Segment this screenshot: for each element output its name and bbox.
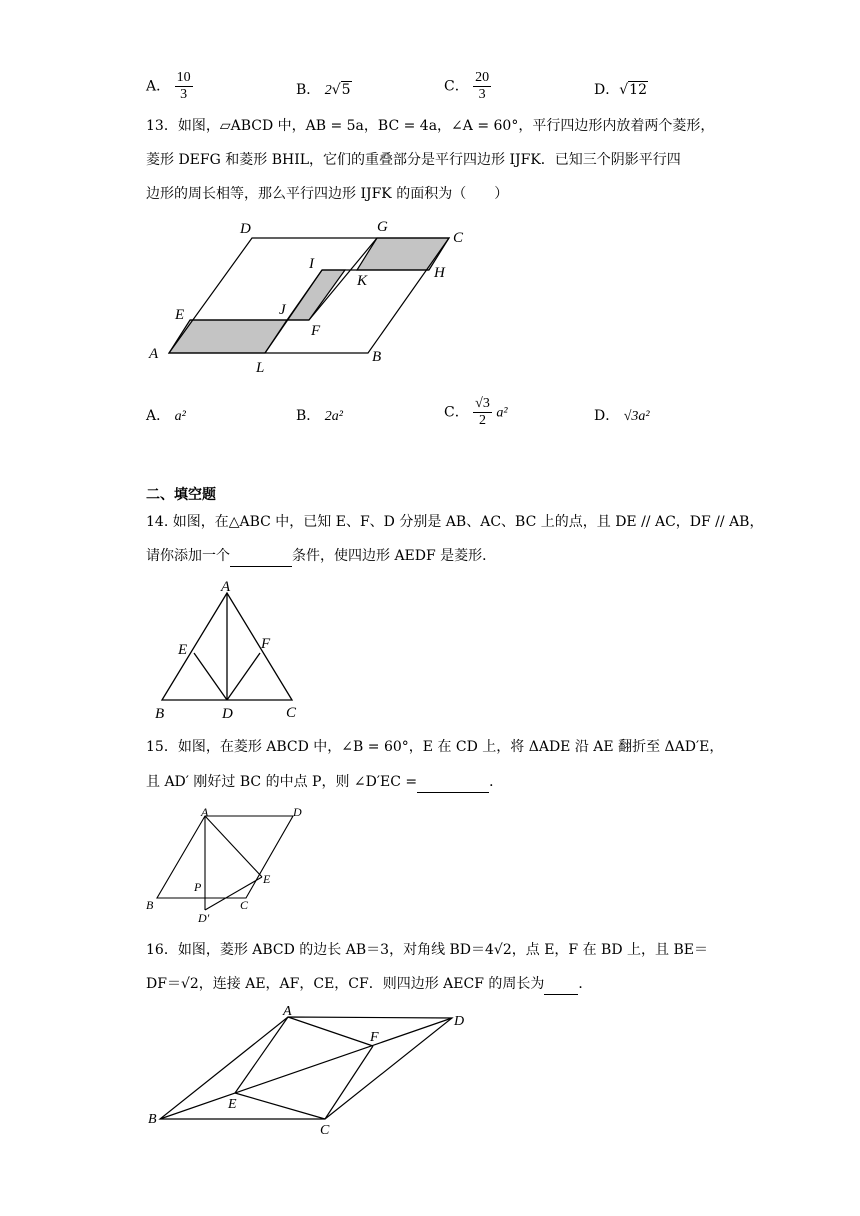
segment-af xyxy=(288,1017,373,1046)
option-value: 2a² xyxy=(324,409,343,424)
label-d: D xyxy=(222,706,233,722)
q13-option-b xyxy=(296,405,343,425)
label-d-prime: D′ xyxy=(198,911,210,925)
fraction xyxy=(175,70,193,103)
option-label: B． xyxy=(296,82,321,98)
answer-blank[interactable] xyxy=(544,974,578,995)
segment-fd xyxy=(227,653,260,700)
q14-line-1: 14. 如图，在△ABC 中，已知 E、F、D 分别是 AB、AC、BC 上的点，且 DE // AC，DF // AB， xyxy=(146,514,764,530)
label-a: A xyxy=(283,1004,292,1019)
radicand: 5 xyxy=(341,82,351,98)
label-f: F xyxy=(261,636,271,652)
label-p: P xyxy=(194,880,202,894)
shaded-parallelogram-ijfk xyxy=(287,270,345,320)
label-b: B xyxy=(146,898,154,912)
segment-ae xyxy=(235,1017,288,1093)
label-i: I xyxy=(309,256,314,272)
label-d: D xyxy=(293,805,302,819)
label-e: E xyxy=(178,642,188,658)
option-label: D． xyxy=(594,82,620,98)
numerator: 20 xyxy=(475,70,490,85)
option-label: D． xyxy=(594,408,620,424)
segment-ce xyxy=(235,1093,325,1119)
q13-figure xyxy=(140,215,480,375)
label-d: D xyxy=(240,221,251,237)
segment-d-prime-e xyxy=(205,877,262,910)
q13-line-3: 边形的周长相等，那么平行四边形 IJFK 的面积为（ ） xyxy=(146,186,509,202)
text: 且 AD′ 刚好过 BC 的中点 P，则 ∠D′EC = xyxy=(146,774,418,790)
label-a: A xyxy=(201,805,209,819)
option-value: a² xyxy=(174,409,186,424)
option-value: √3a² xyxy=(623,409,650,424)
denominator: 2 xyxy=(479,413,487,428)
coefficient: 2 xyxy=(324,83,332,98)
label-f: F xyxy=(370,1030,379,1045)
label-e: E xyxy=(228,1097,237,1112)
fraction xyxy=(473,70,491,103)
label-h: H xyxy=(434,265,445,281)
label-a: A xyxy=(149,346,159,362)
shaded-parallelogram-aefe xyxy=(169,320,287,353)
diagonal-bd xyxy=(160,1018,452,1119)
q12-option-d: D．√12 xyxy=(594,82,647,98)
q13-option-c xyxy=(444,396,508,429)
text: 请你添加一个 xyxy=(146,548,230,564)
q16-figure xyxy=(140,1000,480,1140)
q13-option-a xyxy=(146,405,186,425)
numerator: 10 xyxy=(176,70,191,85)
option-label: C． xyxy=(444,78,469,95)
section-title: 二、填空题 xyxy=(146,487,216,503)
label-c: C xyxy=(320,1123,330,1138)
option-label: C． xyxy=(444,404,469,421)
segment-cf xyxy=(325,1046,373,1119)
q16-line-2 xyxy=(146,974,592,995)
label-b: B xyxy=(155,706,165,722)
answer-blank[interactable] xyxy=(417,772,489,793)
denominator: 3 xyxy=(478,87,486,102)
q14-line-2 xyxy=(146,546,496,567)
text: DF＝√2，连接 AE，AF，CE，CF．则四边形 AECF 的周长为 xyxy=(146,976,545,992)
label-c: C xyxy=(453,230,464,246)
option-label: A． xyxy=(146,78,171,95)
segment-ed xyxy=(194,653,227,700)
q12-option-a xyxy=(146,70,193,103)
q13-line-1: 13．如图，▱ABCD 中，AB = 5a，BC = 4a，∠A = 60°，平行四边形内放着两个菱形， xyxy=(146,118,715,134)
numerator: √3 xyxy=(475,396,490,411)
label-b: B xyxy=(148,1112,157,1127)
q15-line-2 xyxy=(146,772,503,793)
label-k: K xyxy=(357,273,368,289)
label-f: F xyxy=(311,323,321,339)
option-tail: a² xyxy=(496,405,508,421)
q13-line-2: 菱形 DEFG 和菱形 BHIL，它们的重叠部分是平行四边形 IJFK．已知三个阴影平行四 xyxy=(146,152,681,168)
q12-option-c xyxy=(444,70,491,103)
radicand: 12 xyxy=(629,82,647,98)
option-label: A． xyxy=(146,408,171,424)
option-label: B． xyxy=(296,408,321,424)
segment-ae xyxy=(205,816,262,877)
text: 条件，使四边形 AEDF 是菱形． xyxy=(292,548,497,564)
label-a: A xyxy=(221,579,231,595)
label-e: E xyxy=(175,307,185,323)
label-d: D xyxy=(454,1014,465,1029)
q15-line-1: 15．如图，在菱形 ABCD 中，∠B = 60°，E 在 CD 上，将 ΔADE 沿 AE 翻折至 ΔAD′E， xyxy=(146,739,724,755)
fraction xyxy=(473,396,492,429)
q12-option-b: B． 2√5 xyxy=(296,82,351,98)
q15-figure xyxy=(142,800,312,930)
rhombus-abcd xyxy=(157,816,293,898)
denominator: 3 xyxy=(180,87,188,102)
label-c: C xyxy=(240,898,249,912)
text: ． xyxy=(578,976,593,992)
q13-option-d xyxy=(594,405,650,425)
label-j: J xyxy=(279,302,286,318)
q16-line-1: 16．如图，菱形 ABCD 的边长 AB＝3，对角线 BD＝4√2，点 E，F 在 BD 上，且 BE＝ xyxy=(146,942,708,958)
text: ． xyxy=(489,774,504,790)
label-c: C xyxy=(286,705,297,721)
answer-blank[interactable] xyxy=(230,546,292,567)
label-g: G xyxy=(377,219,388,235)
label-b: B xyxy=(372,349,382,365)
label-e: E xyxy=(263,872,271,886)
label-l: L xyxy=(256,360,265,375)
q14-figure xyxy=(150,575,310,725)
